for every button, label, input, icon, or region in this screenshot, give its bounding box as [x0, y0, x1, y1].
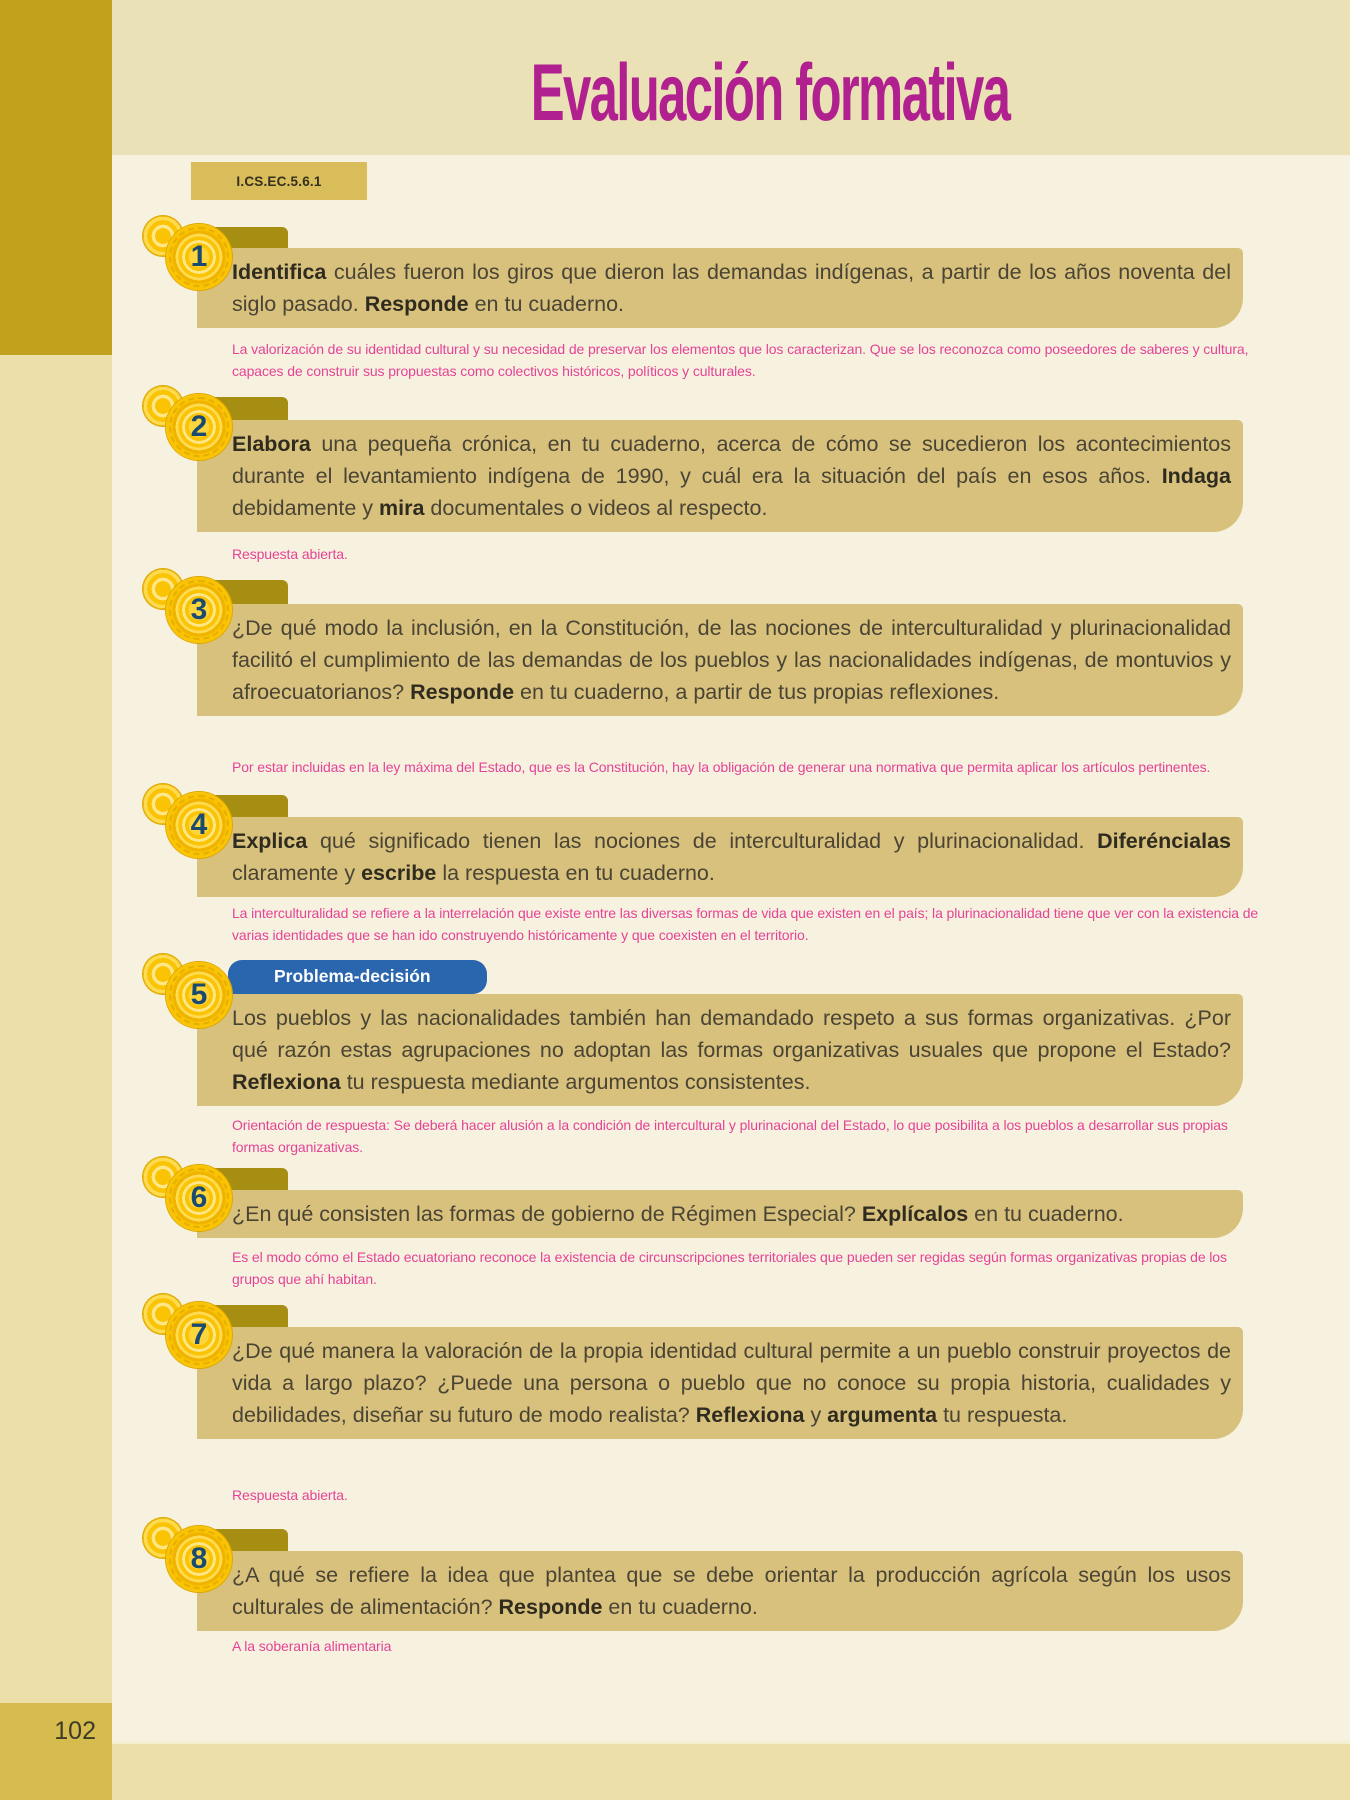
question-box — [197, 420, 1243, 532]
question-box — [197, 1327, 1243, 1439]
question-number: 7 — [190, 1318, 208, 1351]
number-coin-badge — [166, 577, 232, 643]
number-coin-badge — [166, 792, 232, 858]
question-number: 6 — [190, 1181, 208, 1214]
question-number: 4 — [190, 808, 208, 841]
question-box — [197, 604, 1243, 716]
answer-text: Es el modo cómo el Estado ecuatoriano reconoce la existencia de circunscripciones territoriales que pueden ser regidas según formas organizativas propias de los grupos que ahí habitan. — [232, 1249, 1227, 1287]
corner-accent-block — [0, 0, 112, 355]
question-box — [197, 1551, 1243, 1631]
answer-text: Respuesta abierta. — [232, 546, 348, 562]
question-number: 2 — [190, 410, 208, 443]
question-box — [197, 248, 1243, 328]
problema-decision-badge: Problema-decisión — [228, 960, 487, 994]
question-box — [197, 1190, 1243, 1238]
bottom-band — [112, 1741, 1350, 1800]
question-number: 3 — [190, 593, 208, 626]
question-text: ¿De qué modo la inclusión, en la Constitución, de las nociones de interculturalidad y plurinacionalidad facilitó el cumplimiento de las demandas de los pueblos y las nacionalidades indígenas, de montuvios y afroecuatorianos? Responde en tu cuaderno, a partir de tus propias reflexiones. — [232, 616, 1231, 704]
question-text: Los pueblos y las nacionalidades también han demandado respeto a sus formas organizativas. ¿Por qué razón estas agrupaciones no adoptan las formas organizativas usuales que propone el Estado? Reflexiona tu respuesta mediante argumentos consistentes. — [232, 1006, 1231, 1094]
question-number: 8 — [190, 1542, 208, 1575]
number-coin-badge — [166, 224, 232, 290]
question-text: Explica qué significado tienen las nociones de interculturalidad y plurinacionalidad. Diferéncialas claramente y escribe la respuesta en tu cuaderno. — [232, 829, 1231, 885]
number-coin-badge — [166, 394, 232, 460]
question-box — [197, 994, 1243, 1106]
answer-text: A la soberanía alimentaria — [232, 1638, 392, 1654]
answer-text: La valorización de su identidad cultural y su necesidad de preservar los elementos que los caracterizan. Que se los reconozca como poseedores de saberes y cultura, capaces de construir sus propuestas como colectivos históricos, políticos y culturales. — [232, 341, 1249, 379]
question-number: 1 — [190, 240, 208, 273]
number-coin-badge — [166, 1526, 232, 1592]
answer-text: Orientación de respuesta: Se deberá hacer alusión a la condición de intercultural y plurinacional del Estado, lo que posibilita a los pueblos a desarrollar sus propias formas organizativas. — [232, 1117, 1228, 1155]
answer-text: Por estar incluidas en la ley máxima del Estado, que es la Constitución, hay la obligación de generar una normativa que permita aplicar los artículos pertinentes. — [232, 759, 1211, 775]
question-text: Identifica cuáles fueron los giros que dieron las demandas indígenas, a partir de los años noventa del siglo pasado. Responde en tu cuaderno. — [232, 260, 1231, 316]
question-text: ¿De qué manera la valoración de la propia identidad cultural permite a un pueblo construir proyectos de vida a largo plazo? ¿Puede una persona o pueblo que no conoce su propia historia, cualidades y debilidades, diseñar su futuro de modo realista? Reflexiona y argumenta tu respuesta. — [232, 1339, 1231, 1427]
question-number: 5 — [190, 978, 208, 1011]
curriculum-code: I.CS.EC.5.6.1 — [236, 173, 322, 189]
page-number: 102 — [54, 1717, 96, 1745]
page-title: Evaluación formativa — [530, 48, 1010, 139]
page-number-block — [0, 1703, 112, 1800]
answer-text: La interculturalidad se refiere a la interrelación que existe entre las diversas formas de vida que existen en el país; la plurinacionalidad tiene que ver con la existencia de varias identidades que se han ido construyendo históricamente y que coexisten en el territorio. — [232, 905, 1259, 943]
number-coin-badge — [166, 962, 232, 1028]
left-margin-strip — [0, 355, 112, 1703]
curriculum-code-badge — [191, 162, 367, 200]
question-box — [197, 817, 1243, 897]
question-text: ¿En qué consisten las formas de gobierno de Régimen Especial? Explícalos en tu cuaderno. — [232, 1202, 1124, 1226]
question-text: ¿A qué se refiere la idea que plantea que se debe orientar la producción agrícola según los usos culturales de alimentación? Responde en tu cuaderno. — [232, 1563, 1231, 1619]
number-coin-badge — [166, 1302, 232, 1368]
answer-text: Respuesta abierta. — [232, 1487, 348, 1503]
number-coin-badge — [166, 1165, 232, 1231]
question-text: Elabora una pequeña crónica, en tu cuaderno, acerca de cómo se sucedieron los acontecimientos durante el levantamiento indígena de 1990, y cuál era la situación del país en esos años. Indaga debidamente y mira documentales o videos al respecto. — [232, 432, 1231, 520]
